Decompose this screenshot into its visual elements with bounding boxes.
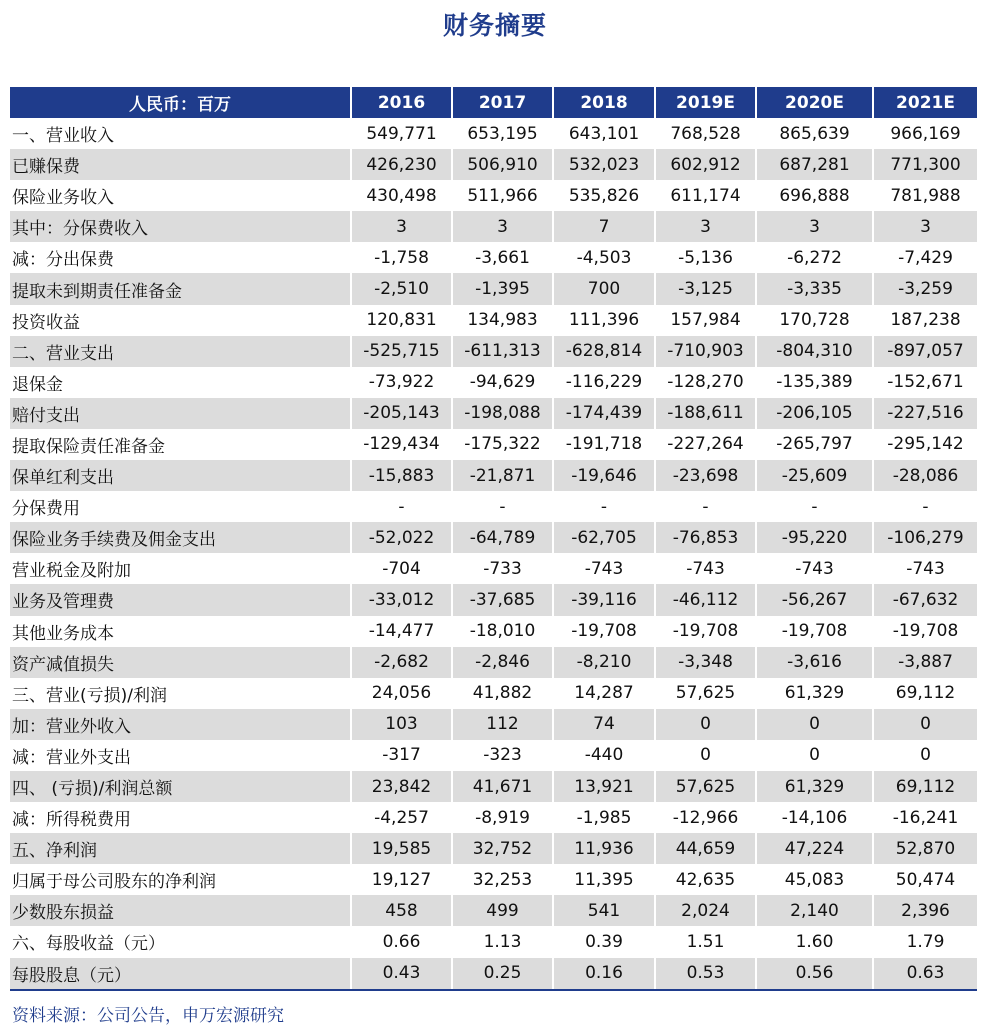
table-cell: 1.13 [452, 926, 553, 957]
table-cell: 61,329 [756, 678, 873, 709]
table-cell: 696,888 [756, 180, 873, 211]
table-cell: -6,272 [756, 242, 873, 273]
row-label: 二、营业支出 [10, 336, 351, 367]
table-cell: 45,083 [756, 864, 873, 895]
table-cell: 541 [553, 895, 655, 926]
table-cell: -52,022 [351, 522, 452, 553]
row-label: 四、 (亏损)/利润总额 [10, 771, 351, 802]
table-row [10, 367, 977, 398]
table-cell: -7,429 [873, 242, 977, 273]
table-row [10, 305, 977, 336]
table-cell: -33,012 [351, 584, 452, 615]
table-cell: 0 [756, 709, 873, 740]
table-cell: - [452, 491, 553, 522]
table-cell: -3,661 [452, 242, 553, 273]
table-cell: -3,616 [756, 647, 873, 678]
table-cell: -198,088 [452, 398, 553, 429]
table-cell: - [873, 491, 977, 522]
table-cell: -804,310 [756, 336, 873, 367]
table-cell: -205,143 [351, 398, 452, 429]
table-row [10, 895, 977, 926]
table-cell: 653,195 [452, 118, 553, 149]
table-cell: -743 [655, 553, 756, 584]
table-cell: 61,329 [756, 771, 873, 802]
row-label: 提取保险责任准备金 [10, 429, 351, 460]
table-cell: -188,611 [655, 398, 756, 429]
table-cell: -2,846 [452, 647, 553, 678]
table-cell: -175,322 [452, 429, 553, 460]
table-cell: 11,936 [553, 833, 655, 864]
table-row [10, 802, 977, 833]
column-header-2020e: 2020E [756, 87, 873, 118]
table-cell: 24,056 [351, 678, 452, 709]
table-cell: - [655, 491, 756, 522]
table-cell: 0.43 [351, 958, 452, 990]
row-label: 其中：分保费收入 [10, 211, 351, 242]
table-cell: - [756, 491, 873, 522]
table-cell: -323 [452, 740, 553, 771]
table-row [10, 771, 977, 802]
table-cell: 157,984 [655, 305, 756, 336]
table-cell: 499 [452, 895, 553, 926]
row-label: 减：营业外支出 [10, 740, 351, 771]
table-cell: 0 [655, 709, 756, 740]
table-row [10, 491, 977, 522]
table-cell: 2,140 [756, 895, 873, 926]
table-cell: -3,887 [873, 647, 977, 678]
table-cell: -39,116 [553, 584, 655, 615]
column-header-2018: 2018 [553, 87, 655, 118]
table-cell: 41,671 [452, 771, 553, 802]
table-cell: -733 [452, 553, 553, 584]
table-row [10, 740, 977, 771]
table-cell: 69,112 [873, 771, 977, 802]
row-label: 分保费用 [10, 491, 351, 522]
row-label: 资产减值损失 [10, 647, 351, 678]
table-cell: 57,625 [655, 678, 756, 709]
table-cell: 781,988 [873, 180, 977, 211]
table-row [10, 522, 977, 553]
column-header-2019e: 2019E [655, 87, 756, 118]
table-cell: 511,966 [452, 180, 553, 211]
table-row [10, 678, 977, 709]
row-label: 保单红利支出 [10, 460, 351, 491]
table-cell: -128,270 [655, 367, 756, 398]
table-cell: -37,685 [452, 584, 553, 615]
table-cell: 7 [553, 211, 655, 242]
table-cell: -28,086 [873, 460, 977, 491]
table-cell: 3 [452, 211, 553, 242]
table-row [10, 709, 977, 740]
table-cell: 3 [351, 211, 452, 242]
table-cell: -106,279 [873, 522, 977, 553]
table-cell: -62,705 [553, 522, 655, 553]
table-cell: -116,229 [553, 367, 655, 398]
table-cell: -129,434 [351, 429, 452, 460]
page-title: 财务摘要 [442, 11, 547, 40]
table-cell: -64,789 [452, 522, 553, 553]
table-cell: 23,842 [351, 771, 452, 802]
table-cell: -152,671 [873, 367, 977, 398]
table-cell: -12,966 [655, 802, 756, 833]
table-row [10, 460, 977, 491]
table-cell: 111,396 [553, 305, 655, 336]
table-row [10, 553, 977, 584]
row-label: 保险业务收入 [10, 180, 351, 211]
table-row [10, 958, 977, 990]
row-label: 加：营业外收入 [10, 709, 351, 740]
table-cell: 13,921 [553, 771, 655, 802]
table-cell: 0.53 [655, 958, 756, 990]
row-label: 营业税金及附加 [10, 553, 351, 584]
table-row [10, 616, 977, 647]
row-label: 五、净利润 [10, 833, 351, 864]
table-cell: -440 [553, 740, 655, 771]
row-label: 减：分出保费 [10, 242, 351, 273]
table-cell: 3 [655, 211, 756, 242]
column-header-unit: 人民币：百万 [10, 87, 351, 118]
table-cell: -46,112 [655, 584, 756, 615]
table-row [10, 584, 977, 615]
row-label: 业务及管理费 [10, 584, 351, 615]
table-cell: 700 [553, 273, 655, 304]
table-cell: 3 [873, 211, 977, 242]
row-label: 赔付支出 [10, 398, 351, 429]
table-cell: 19,127 [351, 864, 452, 895]
column-header-2016: 2016 [351, 87, 452, 118]
table-cell: 602,912 [655, 149, 756, 180]
table-cell: -3,335 [756, 273, 873, 304]
table-row [10, 211, 977, 242]
table-cell: -56,267 [756, 584, 873, 615]
row-label: 保险业务手续费及佣金支出 [10, 522, 351, 553]
table-row [10, 398, 977, 429]
table-cell: -95,220 [756, 522, 873, 553]
table-cell: -3,259 [873, 273, 977, 304]
table-cell: 426,230 [351, 149, 452, 180]
table-cell: 0.25 [452, 958, 553, 990]
row-label: 三、营业(亏损)/利润 [10, 678, 351, 709]
table-cell: -317 [351, 740, 452, 771]
table-row [10, 833, 977, 864]
table-cell: -8,210 [553, 647, 655, 678]
table-cell: 112 [452, 709, 553, 740]
source-note: 资料来源：公司公告，申万宏源研究 [12, 1006, 284, 1026]
table-cell: 1.79 [873, 926, 977, 957]
table-cell: -265,797 [756, 429, 873, 460]
table-cell: -76,853 [655, 522, 756, 553]
table-cell: -1,985 [553, 802, 655, 833]
table-row [10, 273, 977, 304]
table-cell: 768,528 [655, 118, 756, 149]
column-header-2017: 2017 [452, 87, 553, 118]
table-cell: -19,708 [756, 616, 873, 647]
table-cell: -227,264 [655, 429, 756, 460]
table-cell: 2,024 [655, 895, 756, 926]
table-cell: 3 [756, 211, 873, 242]
table-cell: 506,910 [452, 149, 553, 180]
table-row [10, 180, 977, 211]
table-cell: -16,241 [873, 802, 977, 833]
table-cell: 44,659 [655, 833, 756, 864]
table-cell: -704 [351, 553, 452, 584]
table-cell: -94,629 [452, 367, 553, 398]
table-cell: -611,313 [452, 336, 553, 367]
table-cell: -743 [756, 553, 873, 584]
table-cell: 120,831 [351, 305, 452, 336]
table-cell: -19,708 [873, 616, 977, 647]
table-cell: 687,281 [756, 149, 873, 180]
table-row [10, 429, 977, 460]
table-row [10, 864, 977, 895]
table-cell: -67,632 [873, 584, 977, 615]
table-row [10, 647, 977, 678]
table-cell: 2,396 [873, 895, 977, 926]
table-cell: 74 [553, 709, 655, 740]
table-cell: -2,682 [351, 647, 452, 678]
table-cell: -525,715 [351, 336, 452, 367]
row-label: 六、每股收益（元） [10, 926, 351, 957]
row-label: 提取未到期责任准备金 [10, 273, 351, 304]
table-cell: -19,708 [553, 616, 655, 647]
table-cell: 0.66 [351, 926, 452, 957]
table-cell: 1.60 [756, 926, 873, 957]
table-cell: 47,224 [756, 833, 873, 864]
table-cell: -206,105 [756, 398, 873, 429]
table-cell: -628,814 [553, 336, 655, 367]
table-cell: 865,639 [756, 118, 873, 149]
table-cell: 966,169 [873, 118, 977, 149]
table-cell: -8,919 [452, 802, 553, 833]
table-row [10, 926, 977, 957]
table-cell: -743 [553, 553, 655, 584]
row-label: 退保金 [10, 367, 351, 398]
table-cell: -25,609 [756, 460, 873, 491]
table-cell: 0 [873, 709, 977, 740]
table-cell: 0.16 [553, 958, 655, 990]
table-cell: -23,698 [655, 460, 756, 491]
table-cell: -21,871 [452, 460, 553, 491]
row-label: 其他业务成本 [10, 616, 351, 647]
table-cell: 458 [351, 895, 452, 926]
table-cell: -18,010 [452, 616, 553, 647]
table-cell: -73,922 [351, 367, 452, 398]
table-cell: 32,253 [452, 864, 553, 895]
table-cell: 0.63 [873, 958, 977, 990]
table-cell: 1.51 [655, 926, 756, 957]
table-cell: 19,585 [351, 833, 452, 864]
table-cell: -14,477 [351, 616, 452, 647]
table-cell: 11,395 [553, 864, 655, 895]
table-cell: 535,826 [553, 180, 655, 211]
table-cell: -4,257 [351, 802, 452, 833]
table-cell: -3,348 [655, 647, 756, 678]
financial-summary-table [10, 87, 977, 991]
table-cell: -743 [873, 553, 977, 584]
table-cell: -191,718 [553, 429, 655, 460]
table-cell: -4,503 [553, 242, 655, 273]
row-label: 减：所得税费用 [10, 802, 351, 833]
table-cell: -897,057 [873, 336, 977, 367]
table-cell: 430,498 [351, 180, 452, 211]
table-cell: -135,389 [756, 367, 873, 398]
table-body [10, 118, 977, 990]
table-cell: -15,883 [351, 460, 452, 491]
table-cell: -295,142 [873, 429, 977, 460]
table-cell: 170,728 [756, 305, 873, 336]
table-cell: 57,625 [655, 771, 756, 802]
row-label: 归属于母公司股东的净利润 [10, 864, 351, 895]
row-label: 投资收益 [10, 305, 351, 336]
table-cell: -174,439 [553, 398, 655, 429]
table-row [10, 242, 977, 273]
row-label: 少数股东损益 [10, 895, 351, 926]
table-cell: 611,174 [655, 180, 756, 211]
table-cell: -19,646 [553, 460, 655, 491]
table-cell: 50,474 [873, 864, 977, 895]
row-label: 每股股息（元） [10, 958, 351, 990]
table-row [10, 149, 977, 180]
table-cell: - [553, 491, 655, 522]
table-cell: 41,882 [452, 678, 553, 709]
table-cell: 14,287 [553, 678, 655, 709]
table-cell: 0 [756, 740, 873, 771]
table-cell: 32,752 [452, 833, 553, 864]
table-row [10, 118, 977, 149]
table-header-row [10, 87, 977, 118]
row-label: 已赚保费 [10, 149, 351, 180]
table-cell: -3,125 [655, 273, 756, 304]
table-cell: 103 [351, 709, 452, 740]
table-cell: 0 [655, 740, 756, 771]
table-cell: 549,771 [351, 118, 452, 149]
column-header-2021e: 2021E [873, 87, 977, 118]
table-cell: -19,708 [655, 616, 756, 647]
table-cell: 52,870 [873, 833, 977, 864]
table-cell: -14,106 [756, 802, 873, 833]
table-cell: -710,903 [655, 336, 756, 367]
table-cell: -5,136 [655, 242, 756, 273]
table-cell: 643,101 [553, 118, 655, 149]
table-cell: 0 [873, 740, 977, 771]
table-cell: 42,635 [655, 864, 756, 895]
table-cell: - [351, 491, 452, 522]
table-cell: 0.56 [756, 958, 873, 990]
table-cell: 532,023 [553, 149, 655, 180]
table-row [10, 336, 977, 367]
table-cell: 134,983 [452, 305, 553, 336]
row-label: 一、营业收入 [10, 118, 351, 149]
table-cell: 771,300 [873, 149, 977, 180]
table-cell: -1,758 [351, 242, 452, 273]
table-cell: 69,112 [873, 678, 977, 709]
table-cell: 187,238 [873, 305, 977, 336]
table-cell: 0.39 [553, 926, 655, 957]
table-cell: -1,395 [452, 273, 553, 304]
table-cell: -227,516 [873, 398, 977, 429]
table-cell: -2,510 [351, 273, 452, 304]
